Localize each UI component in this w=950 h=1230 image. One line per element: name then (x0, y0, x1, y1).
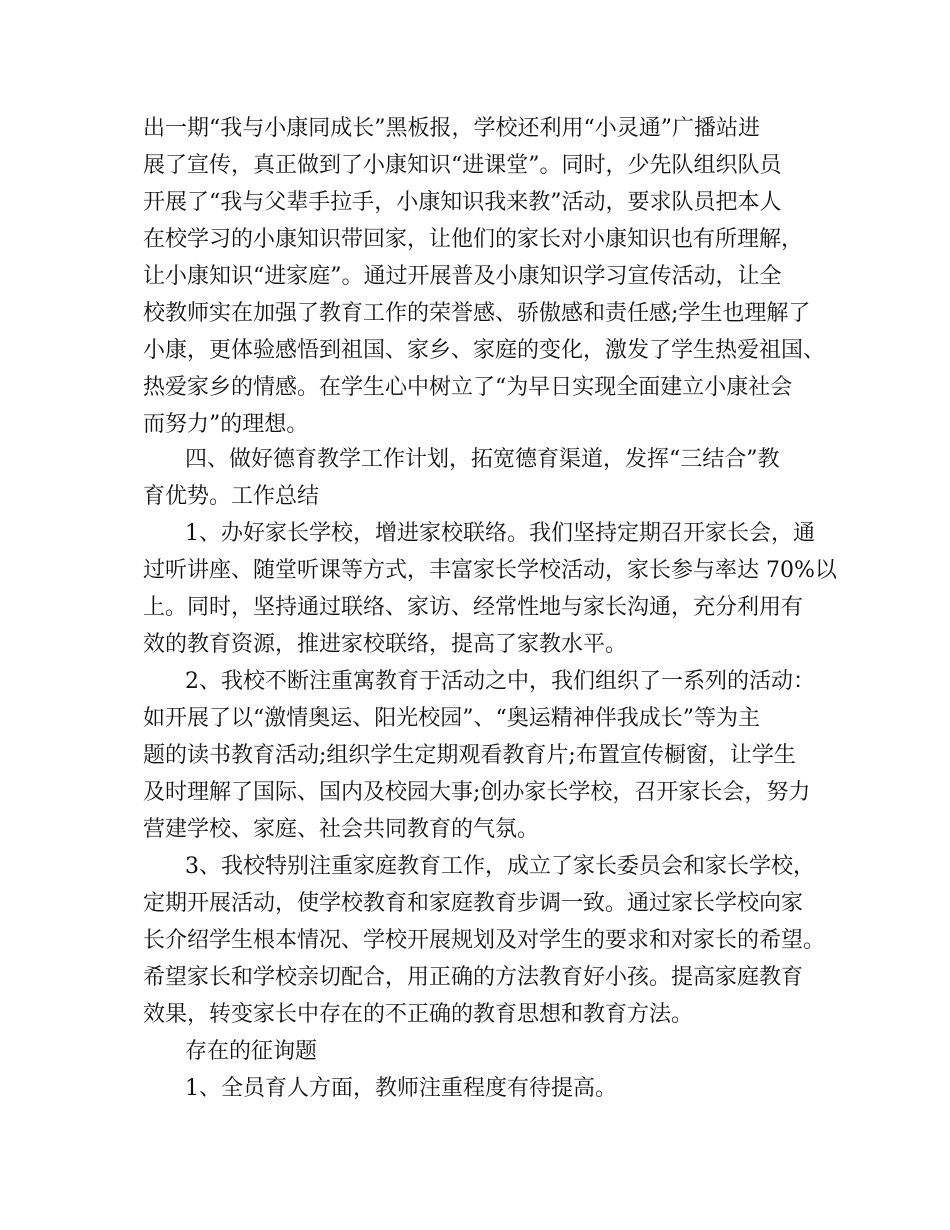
body-text-line: 让小康知识“进家庭”。通过开展普及小康知识学习宣传活动，让全 (143, 264, 782, 289)
body-text-line: 校教师实在加强了教育工作的荣誉感、骄傲感和责任感;学生也理解了 (143, 301, 811, 326)
body-text-line: 上。同时，坚持通过联络、家访、经常性地与家长沟通，充分利用有 (143, 595, 804, 620)
section-heading-line: 育优势。工作总结 (143, 484, 320, 509)
body-text-line: 及时理解了国际、国内及校园大事;创办家长学校，召开家长会，努力 (143, 780, 811, 805)
section-heading-line: 四、做好德育教学工作计划，拓宽德育渠道，发挥“三结合”教 (185, 447, 780, 472)
body-text-line: 效的教育资源，推进家校联络，提高了家教水平。 (143, 632, 628, 657)
body-text-line: 开展了“我与父辈手拉手，小康知识我来教”活动，要求队员把本人 (143, 190, 782, 215)
body-text-line: 定期开展活动，使学校教育和家庭教育步调一致。通过家长学校向家 (143, 891, 804, 916)
body-text-line: 在校学习的小康知识带回家，让他们的家长对小康知识也有所理解， (143, 227, 804, 252)
body-text-line: 小康，更体验感悟到祖国、家乡、家庭的变化，激发了学生热爱祖国、 (143, 338, 826, 363)
body-text-line: 展了宣传，真正做到了小康知识“进课堂”。同时，少先队组织队员 (143, 153, 782, 178)
body-text-line: 热爱家乡的情感。在学生心中树立了“为早日实现全面建立小康社会 (143, 375, 793, 400)
paragraph-first-line: 3、我校特别注重家庭教育工作，成立了家长委员会和家长学校， (185, 854, 815, 879)
body-text-line: 过听讲座、随堂听课等方式，丰富家长学校活动，家长参与率达 70%以 (143, 558, 837, 583)
body-text-line: 而努力”的理想。 (143, 412, 309, 437)
body-text-line: 长介绍学生根本情况、学校开展规划及对学生的要求和对家长的希望。 (143, 928, 826, 953)
list-item-line: 1、全员育人方面，教师注重程度有待提高。 (185, 1076, 617, 1101)
body-text-line: 如开展了以“激情奥运、阳光校园”、“奥运精神伴我成长”等为主 (143, 706, 760, 731)
paragraph-first-line: 1、办好家长学校，增进家校联络。我们坚持定期召开家长会，通 (185, 521, 815, 546)
body-text-line: 出一期“我与小康同成长”黑板报，学校还利用“小灵通”广播站进 (143, 116, 760, 141)
body-text-line: 营建学校、家庭、社会共同教育的气氛。 (143, 817, 540, 842)
body-text-line: 效果，转变家长中存在的不正确的教育思想和教育方法。 (143, 1002, 694, 1027)
body-text-line: 题的读书教育活动;组织学生定期观看教育片;布置宣传橱窗，让学生 (143, 743, 796, 768)
subheading-line: 存在的征询题 (185, 1039, 318, 1064)
paragraph-first-line: 2、我校不断注重寓教育于活动之中，我们组织了一系列的活动： (185, 669, 815, 694)
body-text-line: 希望家长和学校亲切配合，用正确的方法教育好小孩。提高家庭教育 (143, 965, 804, 990)
